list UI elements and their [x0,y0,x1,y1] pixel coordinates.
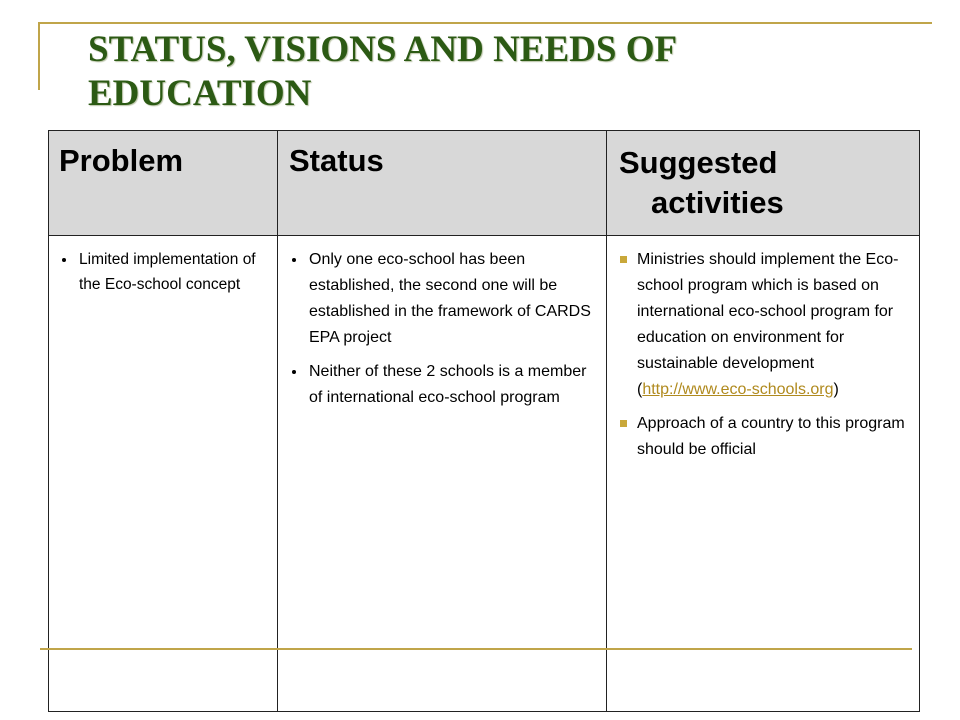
activity-text: Ministries should implement the Eco-school program which is based on international eco-school program for education on environment for sustainable development ( [637,251,899,398]
problem-list [59,247,267,297]
status-text: Neither of these 2 schools is a member of international eco-school program [309,363,587,406]
problem-cell [59,247,267,305]
activity-text-close: ) [833,381,839,398]
activities-cell [617,247,911,471]
status-cell [289,247,597,419]
list-item [289,359,597,411]
activities-list [617,247,911,463]
status-list [289,247,597,411]
column-divider-2 [606,131,607,711]
header-suggested-activities [619,143,909,247]
eco-schools-link[interactable]: http://www.eco-schools.org [642,381,834,398]
bullet-dot-icon [292,258,296,262]
problem-text: Limited implementation of the Eco-school concept [79,251,256,293]
list-item [289,247,597,351]
bullet-dot-icon [62,258,66,262]
bullet-square-icon [620,420,627,427]
status-text: Only one eco-school has been established, the second one will be established in the framework of CARDS EPA project [309,251,591,346]
decorative-bottom-line [40,648,912,650]
column-divider-1 [277,131,278,711]
slide-title: STATUS, VISIONS AND NEEDS OF EDUCATION [88,29,676,114]
bullet-dot-icon [292,370,296,374]
header-status: Status [289,143,384,178]
list-item [617,247,911,403]
bullet-square-icon [620,256,627,263]
header-suggested-line2: activities [651,185,784,220]
activity-text: Approach of a country to this program should be official [637,415,905,458]
decorative-top-line [40,22,932,24]
header-suggested-line1: Suggested [619,145,778,180]
header-problem: Problem [59,143,184,178]
list-item [617,411,911,463]
list-item [59,247,267,297]
table-header-row [49,131,919,236]
decorative-left-line [38,22,40,90]
status-table [48,130,920,712]
